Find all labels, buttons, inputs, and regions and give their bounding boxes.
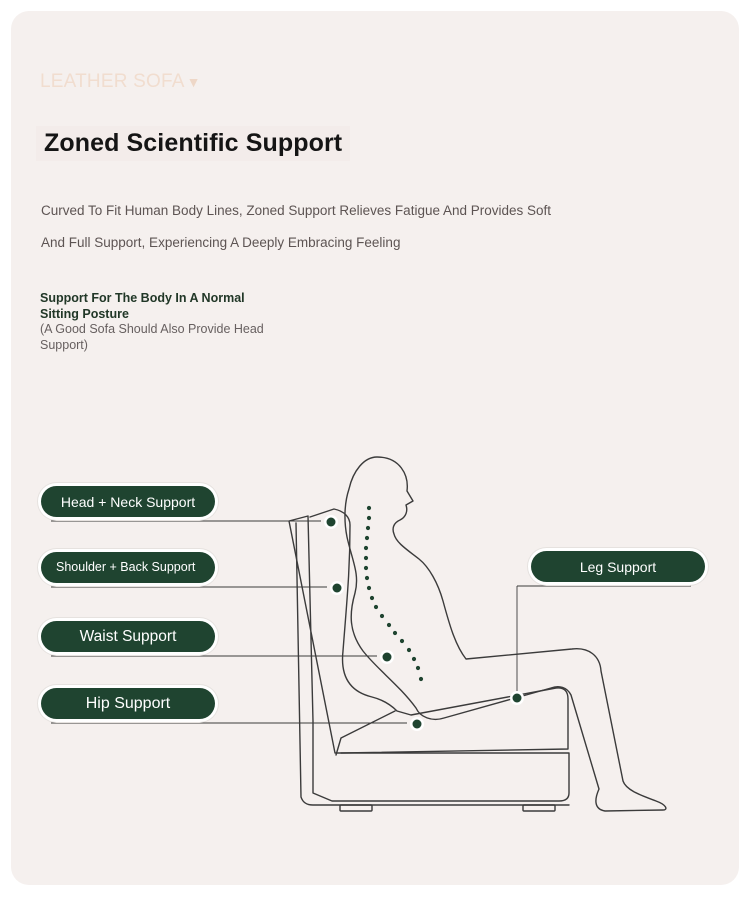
brand-label xyxy=(40,71,201,93)
spine-dot xyxy=(407,648,411,652)
page-title: Zoned Scientific Support xyxy=(36,126,350,161)
label-hip-support: Hip Support xyxy=(41,688,215,719)
label-leg-support: Leg Support xyxy=(531,551,705,582)
spine-dot xyxy=(412,657,416,661)
sofa-leg-left xyxy=(340,805,372,811)
spine-dot xyxy=(364,556,368,560)
brand-arrow-icon: ▼ xyxy=(186,74,201,90)
spine-dot xyxy=(393,631,397,635)
callout-points xyxy=(324,515,524,731)
spine-dot xyxy=(419,677,423,681)
sofa-leg-right xyxy=(523,805,555,811)
sofa-back-frame xyxy=(289,516,569,801)
spine-dot xyxy=(365,536,369,540)
spine-dot xyxy=(387,623,391,627)
spine-dot xyxy=(367,506,371,510)
spine-dot xyxy=(367,516,371,520)
human-figure xyxy=(345,457,666,811)
point-leg xyxy=(510,691,524,705)
sofa-outline xyxy=(289,509,569,811)
spine-dot xyxy=(380,614,384,618)
spine-dot xyxy=(366,526,370,530)
sofa-outer-base xyxy=(296,523,569,805)
spine-dot xyxy=(400,639,404,643)
label-shoulder-back-support: Shoulder + Back Support xyxy=(41,552,215,583)
intro-line-1: Curved To Fit Human Body Lines, Zoned Support Relieves Fatigue And Provides Soft xyxy=(41,203,552,218)
spine-dot xyxy=(364,566,368,570)
intro-text xyxy=(37,195,602,259)
sofa-seat-inner xyxy=(336,711,395,755)
label-waist-support: Waist Support xyxy=(41,621,215,652)
posture-caption xyxy=(40,291,360,353)
spine-dot xyxy=(365,576,369,580)
label-head-neck-support: Head + Neck Support xyxy=(41,486,215,517)
posture-caption-note: (A Good Sofa Should Also Provide Head Support) xyxy=(40,322,264,352)
intro-line-2: And Full Support, Experiencing A Deeply Embracing Feeling xyxy=(41,235,401,250)
point-head xyxy=(324,515,338,529)
point-waist xyxy=(380,650,394,664)
spine-dot xyxy=(374,605,378,609)
brand-text: LEATHER SOFA xyxy=(40,71,185,92)
content-card xyxy=(11,11,739,885)
posture-caption-title: Support For The Body In A Normal Sitting Posture xyxy=(40,291,245,321)
spine-dot xyxy=(370,596,374,600)
point-shoulder xyxy=(330,581,344,595)
spine-dot xyxy=(416,666,420,670)
spine-dot xyxy=(364,546,368,550)
human-silhouette xyxy=(345,457,666,811)
point-hip xyxy=(410,717,424,731)
spine-dot xyxy=(367,586,371,590)
